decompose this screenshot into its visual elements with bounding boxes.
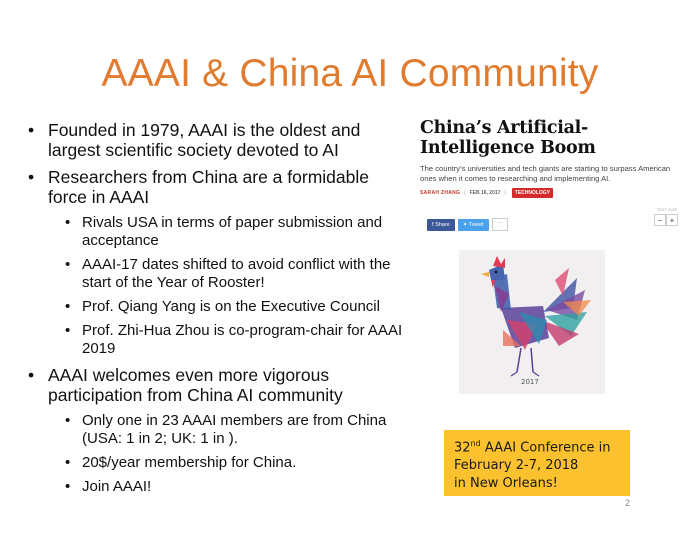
conference-callout — [444, 430, 630, 496]
conference-location: in New Orleans! — [454, 476, 558, 492]
slide-title: AAAI & China AI Community — [101, 52, 599, 95]
bullet-item — [28, 365, 408, 496]
sub-bullet-item: • Prof. Zhi-Hua Zhou is co-program-chair for AAAI 2019 — [48, 322, 408, 358]
bullet-text: Founded in 1979, AAAI is the oldest and largest scientific society devoted to AI — [48, 120, 361, 160]
text-size-decrease-button[interactable]: − — [654, 214, 666, 226]
rooster-2017-image — [459, 250, 605, 394]
sub-bullet-item: • Join AAAI! — [48, 478, 408, 496]
sub-bullet-list — [48, 412, 408, 496]
conference-ordinal: 32 — [454, 440, 471, 456]
facebook-share-label: Share — [435, 221, 450, 228]
sub-bullet-item: • 20$/year membership for China. — [48, 454, 408, 472]
facebook-share-button[interactable] — [427, 219, 455, 231]
facebook-icon: f — [432, 221, 434, 228]
twitter-tweet-button[interactable] — [458, 219, 489, 231]
text-size-increase-button[interactable]: + — [666, 214, 678, 226]
more-share-button[interactable]: ··· — [492, 218, 508, 231]
sub-bullet-item: • AAAI-17 dates shifted to avoid conflict with the start of the Year of Rooster! — [48, 256, 408, 292]
article-meta: SARAH ZHANG | FEB 16, 2017 | TECHNOLOGY — [420, 188, 682, 198]
text-size-label: TEXT SIZE — [656, 208, 678, 212]
article-subtitle: The country’s universities and tech giants are starting to surpass American ones when it comes to researching and implementing AI. — [420, 164, 671, 183]
article-tag[interactable]: TECHNOLOGY — [512, 188, 553, 198]
share-row — [427, 216, 508, 234]
bullet-item — [28, 167, 408, 358]
bullet-text: AAAI welcomes even more vigorous participation from China AI community — [48, 365, 343, 405]
sub-bullet-item: • Only one in 23 AAAI members are from China (USA: 1 in 2; UK: 1 in ). — [48, 412, 408, 448]
page-number: 2 — [625, 498, 631, 508]
article-screenshot — [420, 118, 682, 238]
bullet-item — [28, 120, 408, 160]
text-size-control — [654, 208, 680, 226]
article-title — [420, 118, 682, 158]
article-title-line: China’s Artificial- — [420, 118, 588, 138]
article-date: FEB 16, 2017 — [469, 190, 501, 196]
bullet-text: Researchers from China are a formidable force in AAAI — [48, 167, 369, 207]
article-title-line: Intelligence Boom — [420, 138, 596, 158]
conference-dates: February 2-7, 2018 — [454, 458, 579, 474]
sub-bullet-item: • Rivals USA in terms of paper submission and acceptance — [48, 214, 408, 250]
conference-ordinal-suffix: nd — [470, 439, 481, 448]
rooster-year-label: 2017 — [521, 378, 539, 386]
article-author[interactable]: SARAH ZHANG — [420, 190, 461, 196]
bullet-list — [28, 120, 408, 503]
sub-bullet-list — [48, 214, 408, 358]
twitter-bird-icon: ✦ — [462, 221, 468, 228]
conference-name: AAAI Conference in — [480, 440, 611, 456]
conference-line — [454, 435, 630, 457]
sub-bullet-item: • Prof. Qiang Yang is on the Executive Council — [48, 298, 408, 316]
twitter-tweet-label: Tweet — [468, 221, 484, 228]
rooster-illustration — [459, 250, 605, 394]
